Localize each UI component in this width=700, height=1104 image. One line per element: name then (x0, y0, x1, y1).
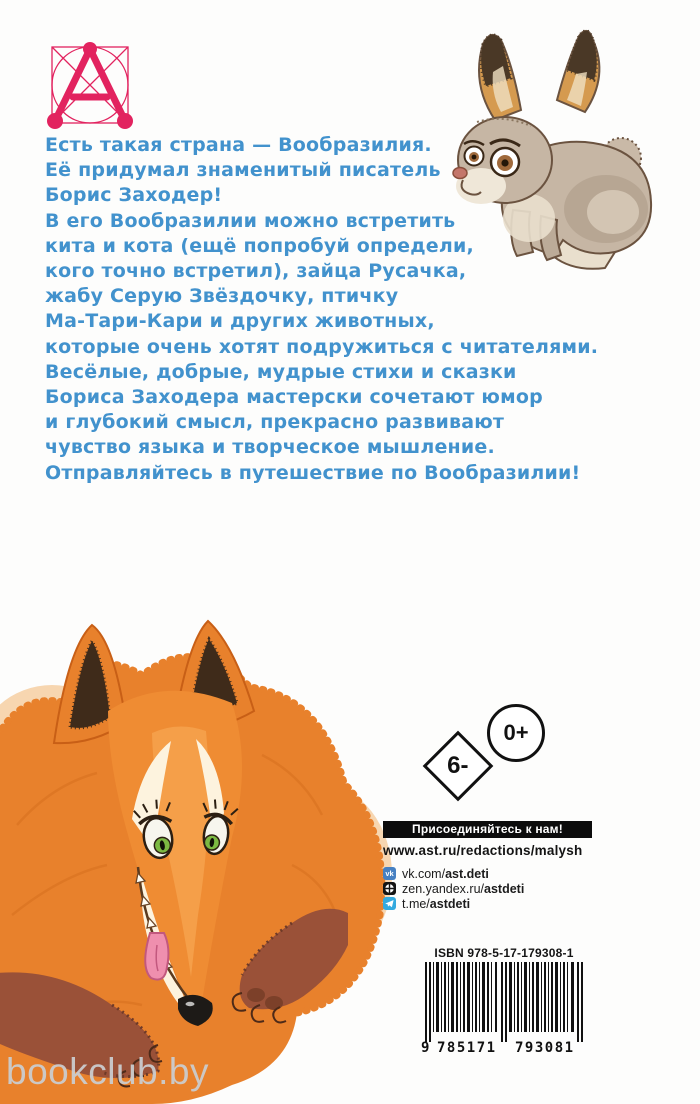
barcode-digit-group: 9 (421, 1040, 431, 1056)
social-link-vk (383, 866, 524, 881)
social-link-text: zen.yandex.ru/astdeti (402, 881, 525, 896)
barcode-digits (421, 1040, 587, 1060)
publisher-site-url: www.ast.ru/redactions/malysh (383, 843, 583, 858)
join-banner: Присоединяйтесь к нам! (383, 821, 592, 838)
fox-illustration (0, 615, 392, 1104)
blurb-line: Её придумал знаменитый писатель (45, 159, 441, 182)
zen-icon (383, 882, 396, 895)
isbn-label: ISBN 978-5-17-179308-1 (434, 946, 574, 960)
vk-icon: vk (383, 867, 396, 880)
blurb-line: жабу Серую Звёздочку, птичку (45, 285, 399, 308)
blurb-line: и глубокий смысл, прекрасно развивают (45, 411, 505, 434)
social-link-text: vk.com/ast.deti (402, 866, 489, 881)
blurb-line: Весёлые, добрые, мудрые стихи и сказки (45, 360, 517, 383)
blurb-line: Отправляйтесь в путешествие по Вообразилии! (45, 461, 581, 484)
social-link-text: t.me/astdeti (402, 896, 471, 911)
blurb-line: Бориса Заходера мастерски сочетают юмор (45, 386, 543, 409)
social-link-telegram (383, 896, 524, 911)
blurb-line: чувство языка и творческое мышление. (45, 436, 495, 459)
blurb-line: Борис Заходер! (45, 184, 223, 207)
social-link-zen (383, 881, 524, 896)
age-badge-circle (487, 704, 545, 762)
age-badge-diamond (423, 731, 494, 802)
barcode-digit-group: 785171 (437, 1040, 497, 1056)
blurb-line: которые очень хотят подружиться с читателями. (45, 335, 599, 358)
telegram-icon (383, 897, 396, 910)
age-badge-diamond-label: 6- (447, 752, 469, 779)
bookclub-watermark: bookclub.by (6, 1051, 209, 1092)
blurb-line: В его Вообразилии можно встретить (45, 209, 456, 232)
barcode-digit-group: 793081 (515, 1040, 575, 1056)
barcode (421, 962, 587, 1046)
social-links (383, 866, 524, 911)
blurb-line: кого точно встретил), зайца Русачка, (45, 260, 467, 283)
blurb-line: Есть такая страна — Вообразилия. (45, 134, 432, 156)
book-blurb (45, 133, 675, 486)
blurb-line: Ма-Тари-Кари и других животных, (45, 310, 435, 333)
blurb-line: кита и кота (ещё попробуй определи, (45, 234, 474, 257)
age-badge-circle-label: 0+ (503, 720, 529, 745)
ast-logo (45, 40, 135, 130)
